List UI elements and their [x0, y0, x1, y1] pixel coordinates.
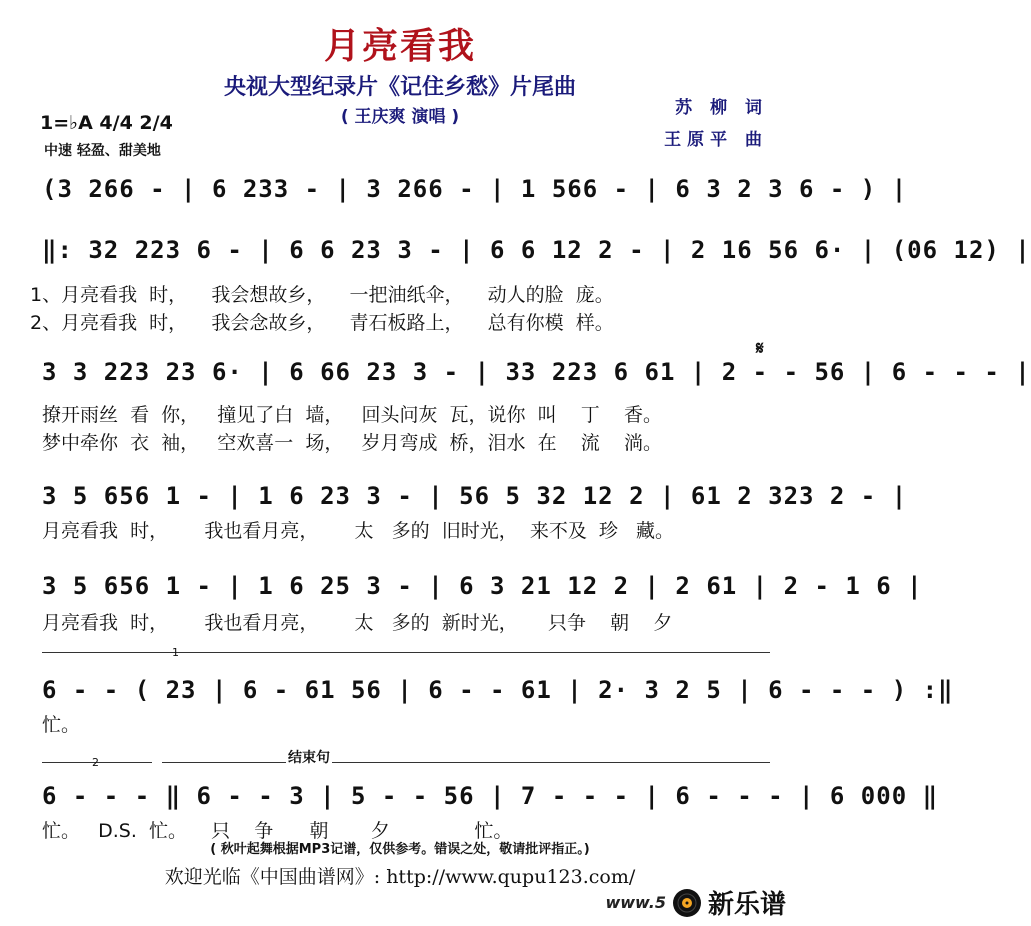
credits: [664, 92, 768, 156]
lyricist-credit: 苏 柳 词: [675, 98, 768, 118]
transcription-note: ( 秋叶起舞根据MP3记谱，仅供参考。错误之处，敬请批评指正。): [210, 842, 590, 857]
lyric-line-5: 月亮看我 时， 我也看月亮， 太 多的 新时光， 只争 朝 夕: [42, 612, 673, 634]
lyric-line-3b: 梦中牵你 衣 袖， 空欢喜一 场， 岁月弯成 桥，泪水 在 流 淌。: [42, 432, 662, 454]
tempo-marking: 中速 轻盈、甜美地: [44, 143, 161, 159]
lyric-line-4: 月亮看我 时， 我也看月亮， 太 多的 旧时光， 来不及 珍 藏。: [42, 520, 675, 542]
ending-bracket: [162, 762, 770, 763]
score-line-2: ‖: 32 223 6 - | 6 6 23 3 - | 6 6 12 2 - | 2 16 56 6· | (06 12) |: [42, 236, 1031, 264]
watermark-url: www.5: [605, 893, 666, 912]
score-line-5: 3 5 656 1 - | 1 6 25 3 - | 6 3 21 12 2 | 2 61 | 2 - 1 6 |: [42, 572, 923, 600]
score-line-4: 3 5 656 1 - | 1 6 23 3 - | 56 5 32 12 2 | 61 2 323 2 - |: [42, 482, 908, 510]
vinyl-record-icon: [672, 888, 702, 918]
volta-2-label: 2: [92, 756, 99, 769]
score-line-3: 3 3 223 23 6· | 6 66 23 3 - | 33 223 6 61 | 2 - - 56 | 6 - - - |: [42, 358, 1031, 386]
lyric-line-3a: 撩开雨丝 看 你， 撞见了白 墙， 回头问灰 瓦，说你 叫 丁 香。: [42, 404, 662, 426]
volta-1-bracket: [42, 652, 770, 653]
song-subtitle: 央视大型纪录片《记住乡愁》片尾曲: [223, 75, 576, 100]
lyric-line-7: 忙。 D.S. 忙。 只 争 朝 夕 忙。: [42, 820, 513, 842]
song-title: 月亮看我: [323, 26, 476, 67]
watermark: [605, 884, 786, 921]
website-credit: 欢迎光临《中国曲谱网》: http://www.qupu123.com/: [164, 866, 636, 888]
volta-1-label: 1: [172, 646, 179, 659]
lyric-line-6: 忙。: [42, 714, 81, 736]
score-line-7: 6 - - - ‖ 6 - - 3 | 5 - - 56 | 7 - - - | 6 - - - | 6 000 ‖: [42, 782, 939, 810]
singer-credit: ( 王庆爽 演唱 ): [340, 107, 460, 127]
composer-credit: 王原平 曲: [664, 130, 768, 150]
score-line-1: (3 266 - | 6 233 - | 3 266 - | 1 566 - | 6 3 2 3 6 - ) |: [42, 175, 908, 203]
ending-phrase-label: 结束句: [286, 747, 332, 767]
segno-mark: 𝄋: [756, 338, 764, 359]
score-line-6: 6 - - ( 23 | 6 - 61 56 | 6 - - 61 | 2· 3 2 5 | 6 - - - ) :‖: [42, 676, 954, 704]
key-signature: 1=♭A 4/4 2/4: [40, 112, 173, 134]
lyric-verse-1: 1、月亮看我 时， 我会想故乡， 一把油纸伞， 动人的脸 庞。: [30, 284, 614, 306]
watermark-brand: 新乐谱: [707, 890, 786, 920]
lyric-verse-2: 2、月亮看我 时， 我会念故乡， 青石板路上， 总有你模 样。: [30, 312, 614, 334]
